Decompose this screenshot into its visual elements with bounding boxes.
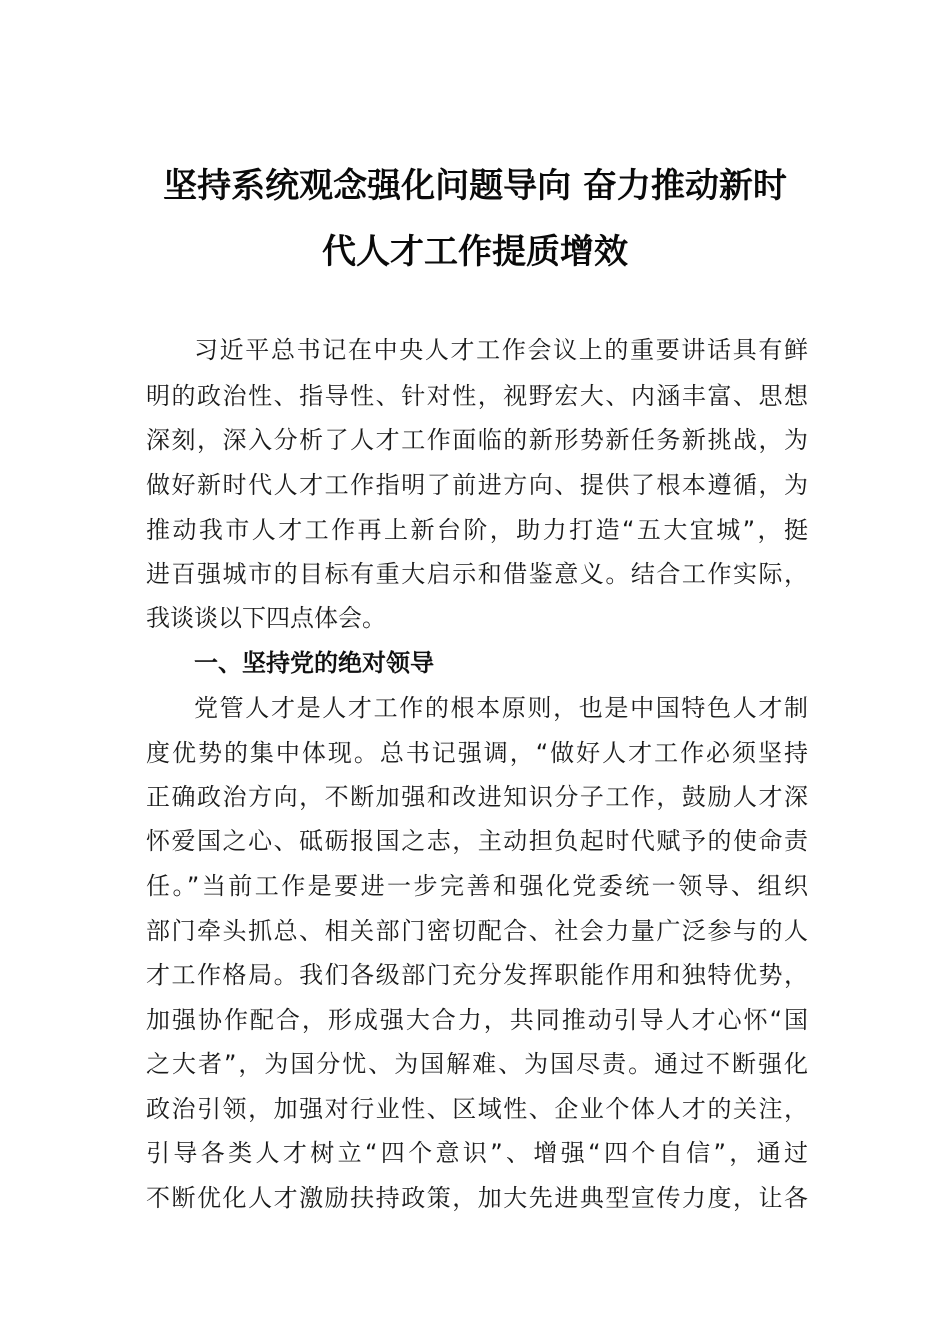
section-1-line-9: 之大者”，为国分忧、为国解难、为国尽责。通过不断强化 [146, 1050, 808, 1078]
intro-line-4: 做好新时代人才工作指明了前进方向、提供了根本遵循，为 [146, 471, 808, 499]
section-1-line-1: 党管人才是人才工作的根本原则，也是中国特色人才制 [194, 694, 808, 722]
section-1-line-11: 引导各类人才树立“四个意识”、增强“四个自信”，通过 [146, 1139, 808, 1167]
document-title-line-2: 代人才工作提质增效 [322, 232, 628, 272]
section-1-line-3: 正确政治方向，不断加强和改进知识分子工作，鼓励人才深 [146, 783, 808, 811]
intro-line-1: 习近平总书记在中央人才工作会议上的重要讲话具有鲜 [194, 336, 808, 364]
document-title-line-1: 坚持系统观念强化问题导向 奋力推动新时 [163, 166, 787, 206]
section-1-heading: 一、坚持党的绝对领导 [194, 649, 434, 677]
intro-line-2: 明的政治性、指导性、针对性，视野宏大、内涵丰富、思想 [146, 382, 808, 410]
intro-line-7: 我谈谈以下四点体会。 [146, 604, 386, 632]
section-1-line-4: 怀爱国之心、砥砺报国之志，主动担负起时代赋予的使命责 [146, 827, 808, 855]
intro-line-6: 进百强城市的目标有重大启示和借鉴意义。结合工作实际， [146, 560, 808, 588]
intro-line-5: 推动我市人才工作再上新台阶，助力打造“五大宜城”，挺 [146, 516, 808, 544]
section-1-line-10: 政治引领，加强对行业性、区域性、企业个体人才的关注， [146, 1095, 808, 1123]
section-1-line-12: 不断优化人才激励扶持政策，加大先进典型宣传力度，让各 [146, 1184, 808, 1212]
section-1-line-6: 部门牵头抓总、相关部门密切配合、社会力量广泛参与的人 [146, 917, 808, 945]
intro-line-3: 深刻，深入分析了人才工作面临的新形势新任务新挑战，为 [146, 426, 808, 454]
section-1-line-7: 才工作格局。我们各级部门充分发挥职能作用和独特优势， [146, 961, 808, 989]
section-1-line-8: 加强协作配合，形成强大合力，共同推动引导人才心怀“国 [146, 1006, 808, 1034]
section-1-line-5: 任。”当前工作是要进一步完善和强化党委统一领导、组织 [146, 872, 808, 900]
section-1-line-2: 度优势的集中体现。总书记强调，“做好人才工作必须坚持 [146, 739, 808, 767]
